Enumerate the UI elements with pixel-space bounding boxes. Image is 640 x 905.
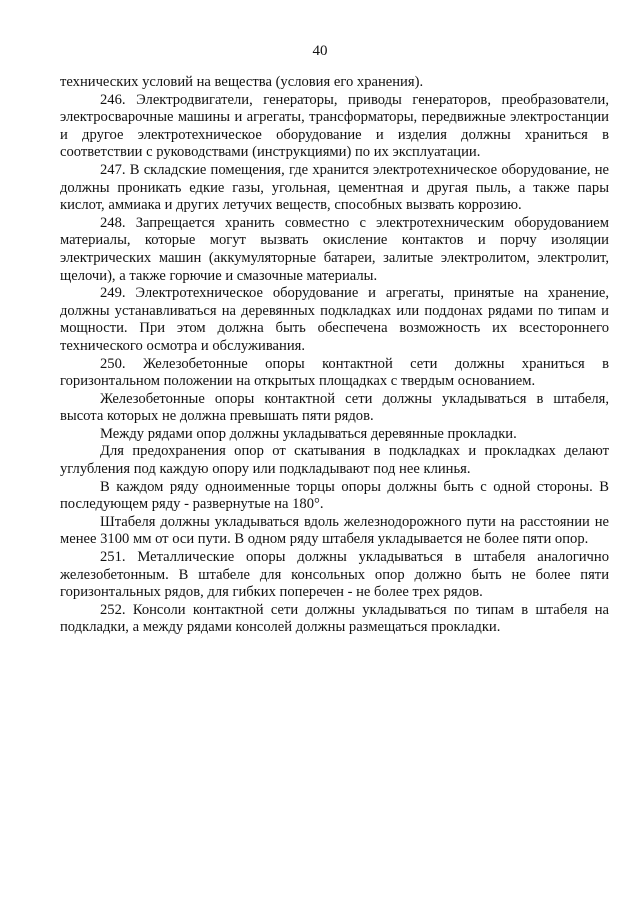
paragraph-250-wedges: Для предохранения опор от скатывания в подкладках и прокладках делают углубления под каждую опору или подкладывают под нее клинья. bbox=[60, 443, 609, 478]
paragraph-250-stacks: Железобетонные опоры контактной сети должны укладываться в штабеля, высота которых не должна превышать пяти рядов. bbox=[60, 390, 609, 425]
document-body bbox=[60, 74, 609, 637]
paragraph-250: 250. Железобетонные опоры контактной сети должны храниться в горизонтальном положении на открытых площадках с твердым основанием. bbox=[60, 355, 609, 390]
paragraph-250-distance: Штабеля должны укладываться вдоль железнодорожного пути на расстоянии не менее 3100 мм от оси пути. В одном ряду штабеля укладывается не более пяти опор. bbox=[60, 513, 609, 548]
paragraph-246: 246. Электродвигатели, генераторы, приводы генераторов, преобразователи, электросварочные машины и агрегаты, трансформаторы, передвижные электростанции и другое электротехническое оборудование и изделия должны храниться в соответствии с руководствами (инструкциями) по их эксплуатации. bbox=[60, 91, 609, 161]
paragraph-252: 252. Консоли контактной сети должны укладываться по типам в штабеля на подкладки, а между рядами консолей должны размещаться прокладки. bbox=[60, 601, 609, 636]
paragraph-250-spacers: Между рядами опор должны укладываться деревянные прокладки. bbox=[100, 425, 517, 442]
paragraph-250-ends: В каждом ряду одноименные торцы опоры должны быть с одной стороны. В последующем ряду - развернутые на 180°. bbox=[60, 478, 609, 513]
paragraph-249: 249. Электротехническое оборудование и агрегаты, принятые на хранение, должны устанавливаться на деревянных подкладках или поддонах рядами по типам и мощности. При этом должна быть обеспечена возможность их всестороннего технического осмотра и обслуживания. bbox=[60, 285, 609, 354]
paragraph-247: 247. В складские помещения, где хранится электротехническое оборудование, не должны проникать едкие газы, угольная, цементная и другая пыль, а также пары кислот, аммиака и других летучих веществ, способных вызвать коррозию. bbox=[60, 161, 609, 214]
paragraph-continuation: технических условий на вещества (условия его хранения). bbox=[60, 74, 424, 90]
page-number: 40 bbox=[312, 43, 328, 59]
paragraph-248: 248. Запрещается хранить совместно с электротехническим оборудованием материалы, которые могут вызвать окисление контактов и порчу изоляции электрических машин (аккумуляторные батареи, залитые электролитом, электролит, щелочи), а также горючие и смазочные материалы. bbox=[60, 214, 609, 284]
paragraph-251: 251. Металлические опоры должны укладываться в штабеля аналогично железобетонным. В штабеле для консольных опор должно быть не более пяти горизонтальных рядов, для гибких поперечен - не более трех рядов. bbox=[60, 549, 609, 601]
